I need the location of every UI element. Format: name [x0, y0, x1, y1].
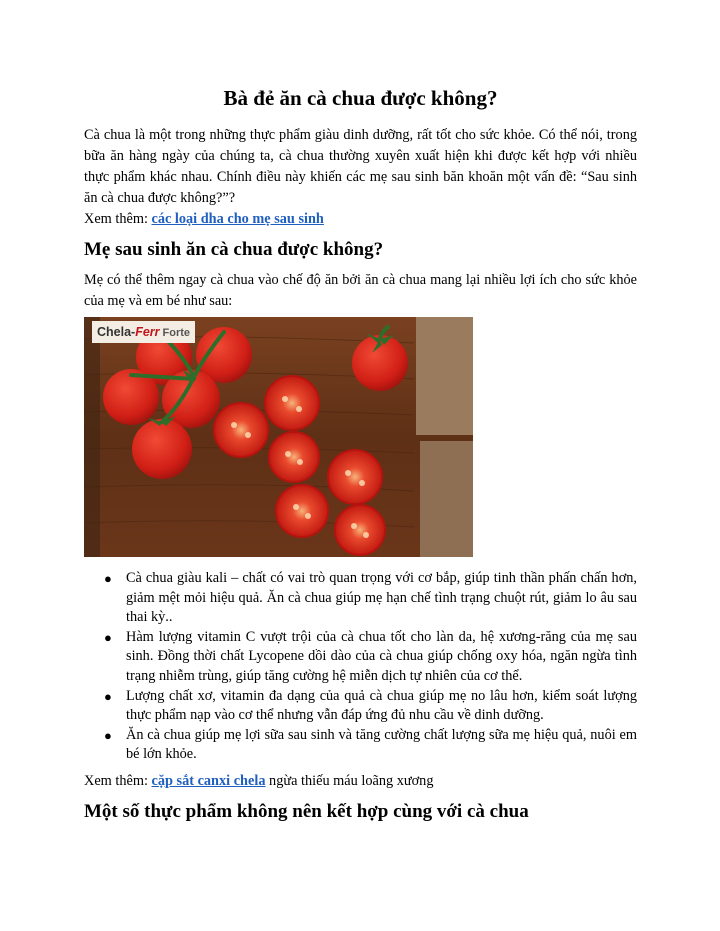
list-item: ● Hàm lượng vitamin C vượt trội của cà chua tốt cho làn da, hệ xương-răng của mẹ sau sinh. Đồng thời chất Lycopene dồi dào của cà chua giúp chống oxy hóa, ngăn ngừa tình trạng nhiễm trùng, giúp tăng cường hệ miễn dịch tự nhiên của cơ thể. [104, 628, 637, 684]
list-item: ● Lượng chất xơ, vitamin đa dạng của quả cà chua giúp mẹ no lâu hơn, kiểm soát lượng thực phẩm nạp vào cơ thể nhưng vẫn đáp ứng đủ nhu cầu về dinh dưỡng. [104, 687, 637, 724]
bullet-icon: ● [104, 727, 112, 743]
tomato-illustration [84, 317, 473, 557]
bullet-icon: ● [104, 571, 112, 586]
see-also-prefix: Xem thêm: [84, 773, 152, 789]
see-also-suffix: ngừa thiếu máu loãng xương [265, 773, 434, 789]
section-heading-2: Một số thực phẩm không nên kết hợp cùng với cà chua [84, 801, 529, 822]
page-title: Bà đẻ ăn cà chua được không? [223, 86, 498, 110]
see-also-paragraph-2 [84, 771, 637, 792]
tomato-photo [84, 317, 473, 557]
benefits-list [84, 569, 637, 765]
list-item: ● Ăn cà chua giúp mẹ lợi sữa sau sinh và tăng cường chất lượng sữa mẹ hiệu quả, nuôi em bé lớn khỏe. [104, 726, 637, 763]
intro-paragraph: Cà chua là một trong những thực phẩm giàu dinh dưỡng, rất tốt cho sức khỏe. Có thể nói, trong bữa ăn hàng ngày của chúng ta, cà chua thường xuyên xuất hiện khi được kết hợp với nhiều thực phẩm khác nhau. Chính điều này khiến các mẹ sau sinh băn khoăn một vấn đề: “Sau sinh ăn cà chua được không?”? [84, 127, 637, 206]
bullet-icon: ● [104, 629, 112, 645]
see-also-paragraph-1 [84, 209, 637, 230]
brand-logo: Chela-Ferr Forte [92, 321, 195, 343]
grey-board-lower [420, 441, 473, 557]
list-item: ● Cà chua giàu kali – chất có vai trò quan trọng với cơ bắp, giúp tinh thần phấn chấn hơn, giảm mệt mỏi hiệu quả. Ăn cà chua giúp mẹ hạn chế tình trạng chuột rút, giảm lo âu sau thai kỳ.. [104, 570, 637, 626]
bullet-icon: ● [104, 688, 112, 704]
grey-board [416, 317, 473, 435]
section-1-paragraph: Mẹ có thể thêm ngay cà chua vào chế độ ăn bởi ăn cà chua mang lại nhiều lợi ích cho sức khỏe của mẹ và em bé như sau: [84, 272, 637, 309]
section-heading-1: Mẹ sau sinh ăn cà chua được không? [84, 239, 384, 260]
dha-link[interactable]: các loại dha cho mẹ sau sinh [151, 211, 324, 227]
chela-link[interactable]: cặp sắt canxi chela [151, 773, 266, 789]
see-also-prefix: Xem thêm: [84, 211, 152, 227]
